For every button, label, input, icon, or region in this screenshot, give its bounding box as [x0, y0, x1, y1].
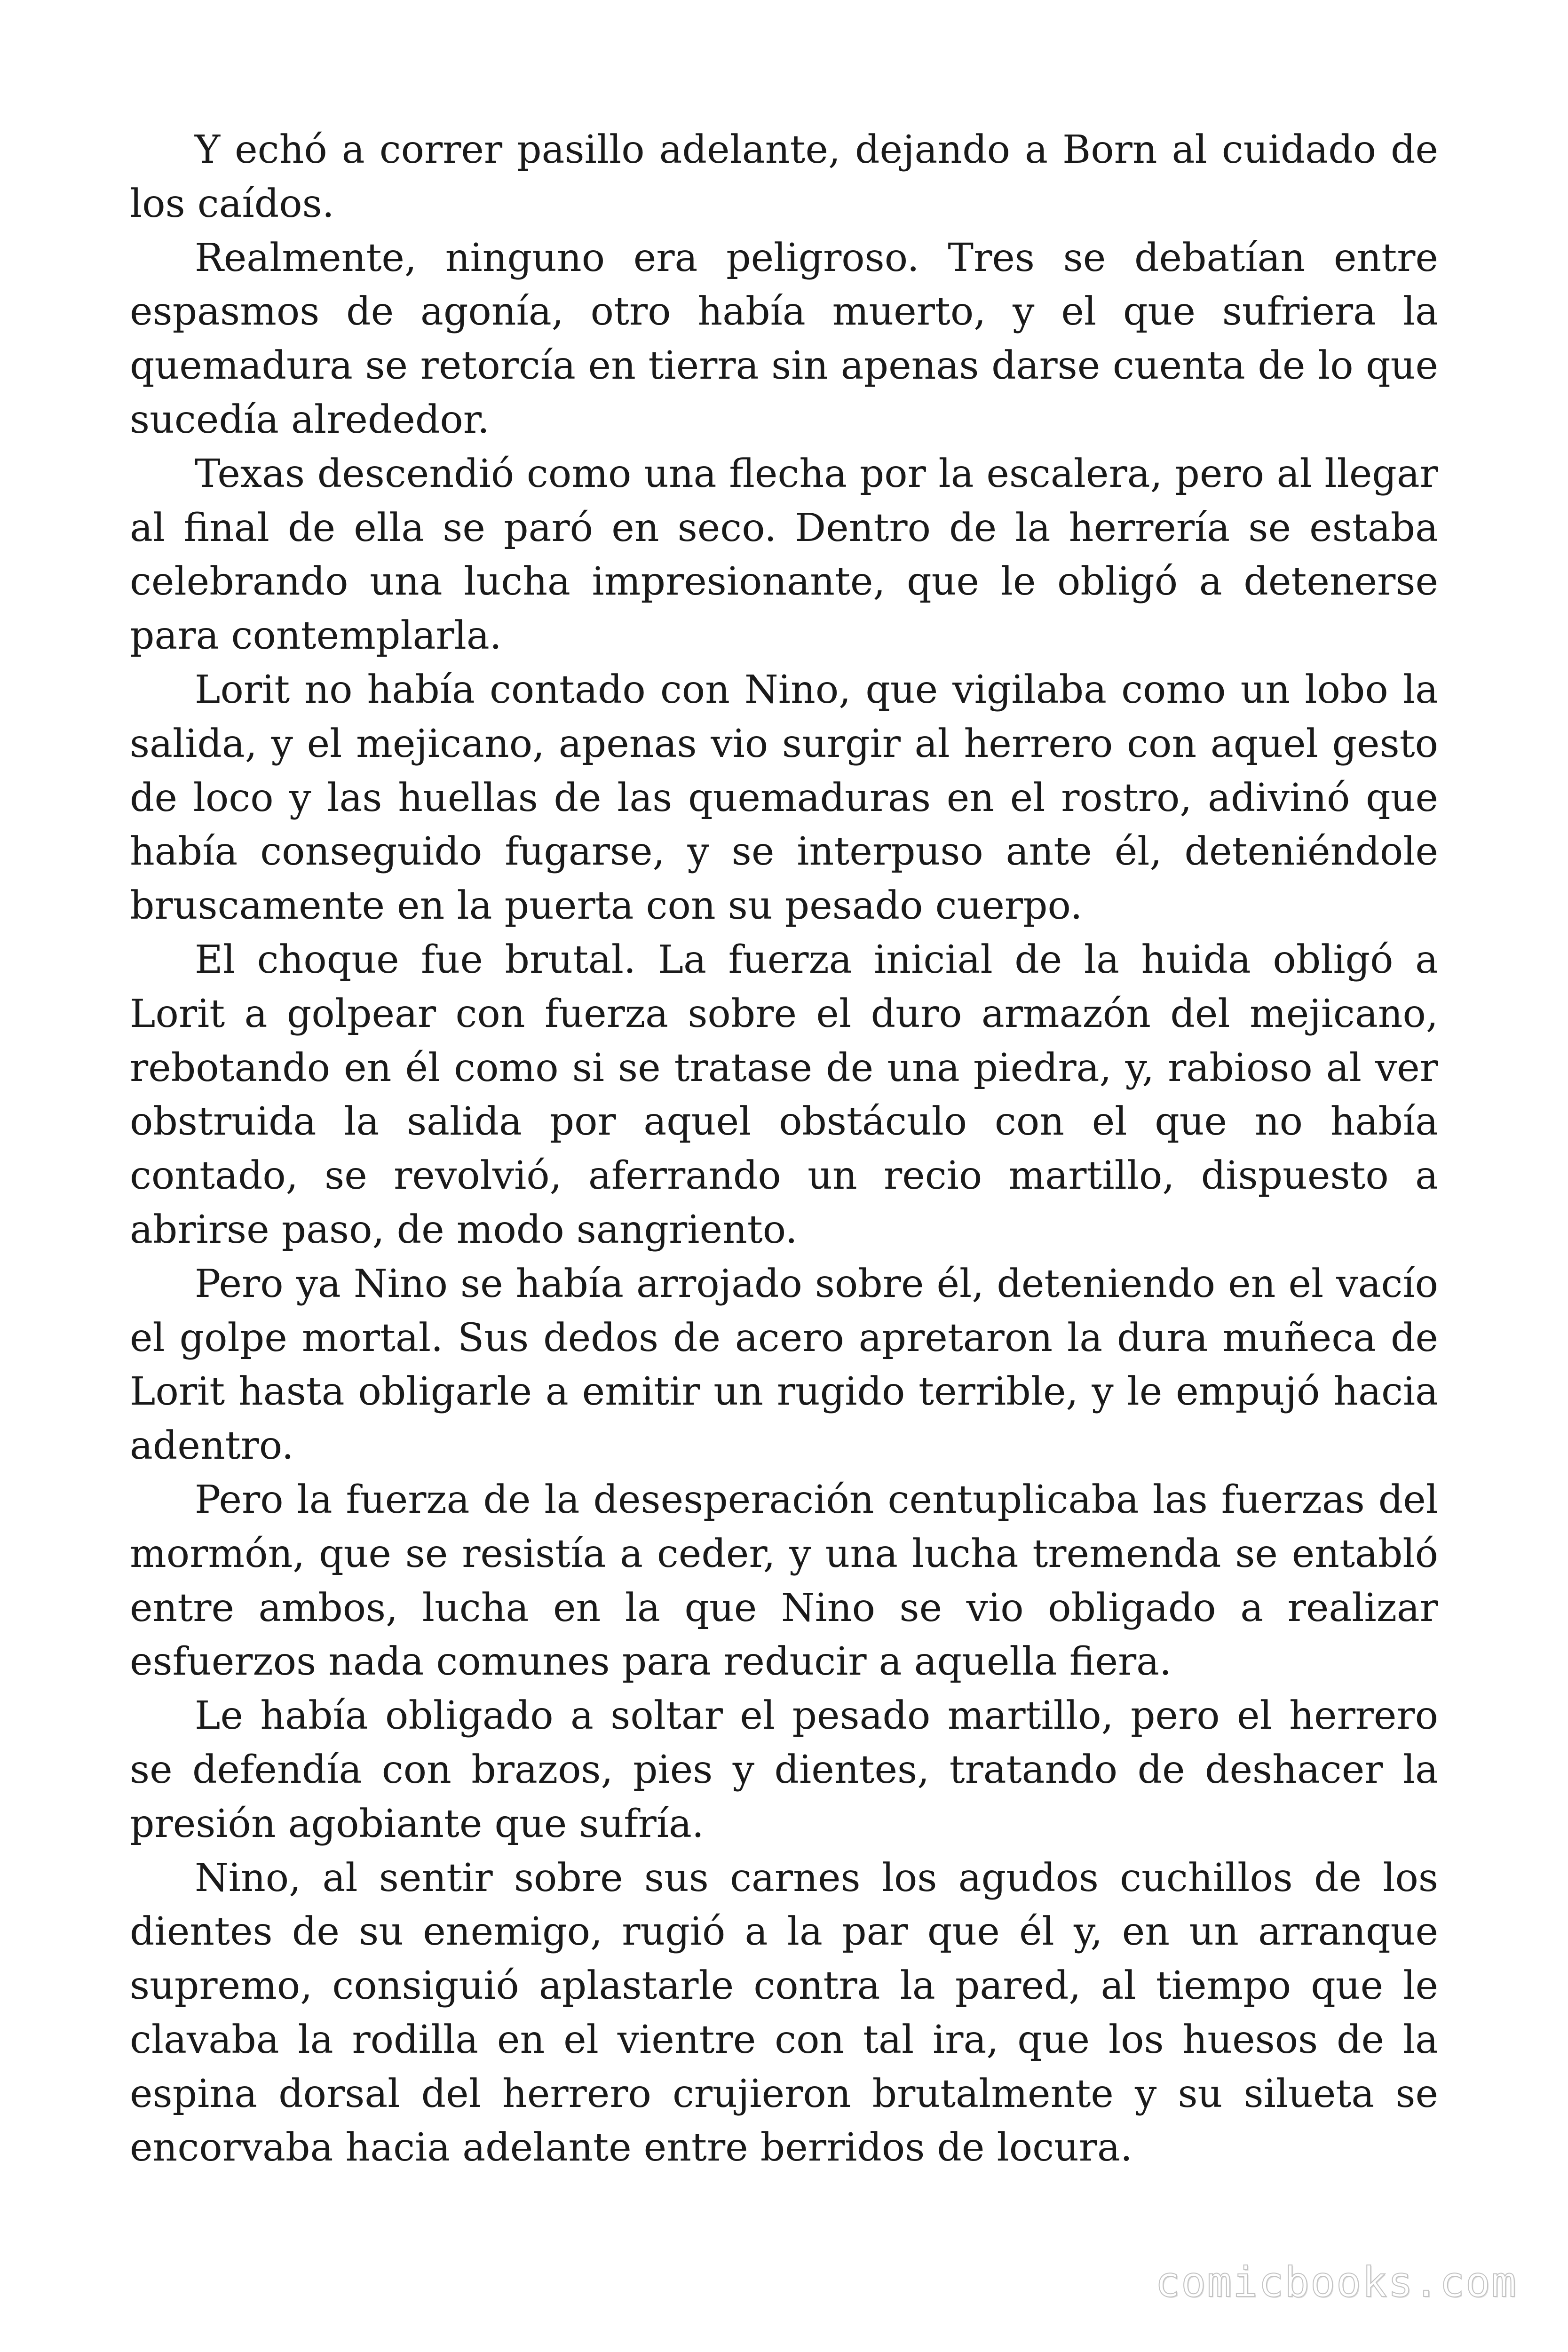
- paragraph: Le había obligado a soltar el pesado martillo, pero el herrero se defendía con brazos, pies y dientes, tratando de deshacer la presión agobiante que sufría.: [130, 1693, 1438, 1846]
- paragraph: Lorit no había contado con Nino, que vigilaba como un lobo la salida, y el mejicano, apenas vio surgir al herrero con aquel gesto de loco y las huellas de las quemaduras en el rostro, adivinó que había conseguido fugarse, y se interpuso ante él, deteniéndole bruscamente en la puerta con su pesado cuerpo.: [130, 667, 1438, 929]
- book-page-text: [130, 123, 1438, 2175]
- site-watermark: comicbooks.com: [1155, 2258, 1517, 2306]
- paragraph: Pero ya Nino se había arrojado sobre él, deteniendo en el vacío el golpe mortal. Sus dedos de acero apretaron la dura muñeca de Lorit hasta obligarle a emitir un rugido terrible, y le empujó hacia adentro.: [130, 1261, 1438, 1469]
- paragraph: Y echó a correr pasillo adelante, dejando a Born al cuidado de los caídos.: [130, 127, 1438, 226]
- paragraph: Pero la fuerza de la desesperación centuplicaba las fuerzas del mormón, que se resistía a ceder, y una lucha tremenda se entabló entre ambos, lucha en la que Nino se vio obligado a realizar esfuerzos nada comunes para reducir a aquella fiera.: [130, 1477, 1438, 1685]
- paragraph: Nino, al sentir sobre sus carnes los agudos cuchillos de los dientes de su enemigo, rugió a la par que él y, en un arranque supremo, consiguió aplastarle contra la pared, al tiempo que le clavaba la rodilla en el vientre con tal ira, que los huesos de la espina dorsal del herrero crujieron brutalmente y su silueta se encorvaba hacia adelante entre berridos de locura.: [130, 1855, 1438, 2170]
- paragraph: Texas descendió como una flecha por la escalera, pero al llegar al final de ella se paró en seco. Dentro de la herrería se estaba celebrando una lucha impresionante, que le obligó a detenerse para contemplarla.: [130, 451, 1438, 659]
- paragraph: Realmente, ninguno era peligroso. Tres se debatían entre espasmos de agonía, otro había muerto, y el que sufriera la quemadura se retorcía en tierra sin apenas darse cuenta de lo que sucedía alrededor.: [130, 235, 1438, 442]
- paragraph: El choque fue brutal. La fuerza inicial de la huida obligó a Lorit a golpear con fuerza sobre el duro armazón del mejicano, rebotando en él como si se tratase de una piedra, y, rabioso al ver obstruida la salida por aquel obstáculo con el que no había contado, se revolvió, aferrando un recio martillo, dispuesto a abrirse paso, de modo sangriento.: [130, 937, 1438, 1252]
